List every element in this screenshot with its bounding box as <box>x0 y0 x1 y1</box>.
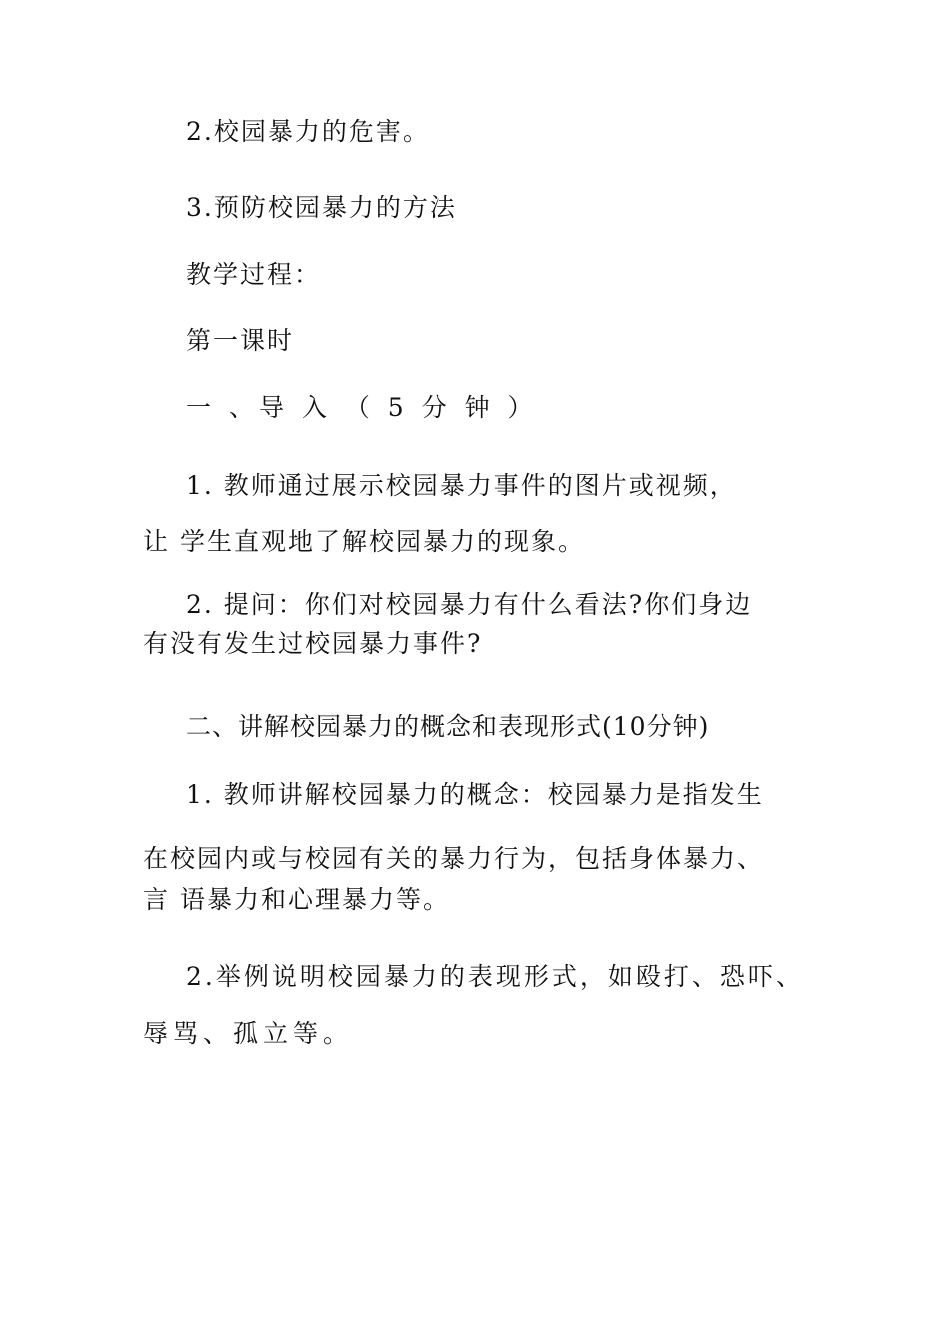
paragraph-line: 1. 教师通过展示校园暴力事件的图片或视频， <box>186 471 737 500</box>
list-item-harm: 2.校园暴力的危害。 <box>186 117 430 146</box>
paragraph-line: 2.举例说明校园暴力的表现形式，如殴打、恐吓、 <box>186 962 804 991</box>
section-heading-concept: 二、讲解校园暴力的概念和表现形式(10分钟) <box>186 712 710 741</box>
paragraph-line: 1. 教师讲解校园暴力的概念：校园暴力是指发生 <box>186 780 764 809</box>
paragraph-line: 让 学生直观地了解校园暴力的现象。 <box>143 527 585 556</box>
section-heading-process: 教学过程： <box>186 260 322 289</box>
paragraph-line: 有没有发生过校园暴力事件? <box>143 629 483 658</box>
list-item-prevention: 3.预防校园暴力的方法 <box>186 193 457 222</box>
paragraph-line: 2. 提问：你们对校园暴力有什么看法?你们身边 <box>186 590 753 619</box>
paragraph-line: 言 语暴力和心理暴力等。 <box>143 885 450 914</box>
paragraph-line: 在校园内或与校园有关的暴力行为，包括身体暴力、 <box>143 844 765 873</box>
paragraph-line: 辱骂、孤立等。 <box>143 1019 354 1048</box>
section-heading-intro: 一 、导 入 （ 5 分 钟 ） <box>186 393 538 422</box>
lesson-heading: 第一课时 <box>186 326 295 355</box>
